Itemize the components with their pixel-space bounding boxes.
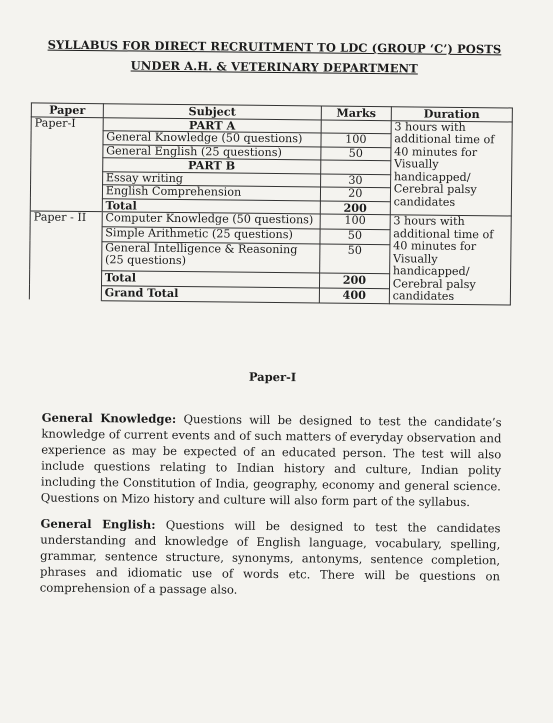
total-label: Total bbox=[101, 270, 319, 287]
subject-cell: English Comprehension bbox=[102, 185, 320, 201]
paper2-label: Paper - II bbox=[29, 211, 102, 300]
duration-paper2: 3 hours with additional time of 40 minutes for Visually handicapped/ Cerebral palsy candidates bbox=[389, 215, 511, 305]
marks-cell: 100 bbox=[321, 133, 391, 147]
subject-cell: General English (25 questions) bbox=[103, 144, 321, 160]
total-marks: 200 bbox=[319, 273, 389, 289]
total-label: Total bbox=[102, 198, 320, 214]
subject-cell: Computer Knowledge (50 questions) bbox=[102, 212, 320, 229]
general-english-paragraph bbox=[40, 516, 501, 601]
marks-cell: 50 bbox=[321, 146, 391, 160]
header-marks: Marks bbox=[321, 106, 391, 120]
header-paper: Paper bbox=[31, 103, 103, 117]
grand-total-marks: 400 bbox=[319, 287, 389, 303]
subject-cell: Essay writing bbox=[102, 171, 320, 187]
document-subtitle: UNDER A.H. & VETERINARY DEPARTMENT bbox=[130, 58, 418, 76]
subject-cell: General Intelligence & Reasoning (25 questions) bbox=[101, 242, 320, 273]
header-subject: Subject bbox=[103, 104, 321, 120]
part-a-heading: PART A bbox=[103, 117, 321, 133]
ge-label: General English: bbox=[40, 516, 156, 532]
marks-cell-empty bbox=[321, 160, 391, 174]
gk-text: Questions will be designed to test the candidate’s knowledge of current events and of such matters of everyday observation and experience as may be expected of an educated person. The test will also include questions relating to Indian history and culture, Indian polity including the Constitution of India, geography, economy and general science. Questions on Mizo history and culture will also form part of the syllabus. bbox=[40, 412, 502, 510]
gk-label: General Knowledge: bbox=[41, 410, 177, 426]
general-knowledge-paragraph bbox=[41, 410, 502, 511]
document-title: SYLLABUS FOR DIRECT RECRUITMENT TO LDC (GROUP ‘C’) POSTS bbox=[47, 37, 502, 57]
syllabus-table bbox=[29, 102, 513, 305]
grand-total-label: Grand Total bbox=[101, 285, 319, 302]
marks-cell: 50 bbox=[320, 244, 390, 273]
ge-text: Questions will be designed to test the candidates understanding and knowledge of English language, vocabulary, spelling, grammar, sentence structure, synonyms, antonyms, sentence completion, phrases and idiomatic use of words etc. There will be questions on comprehension of a passage also. bbox=[39, 517, 501, 597]
duration-paper1: 3 hours with additional time of 40 minutes for Visually handicapped/ Cerebral palsy candidates bbox=[390, 120, 512, 216]
paper1-label: Paper-I bbox=[30, 116, 103, 211]
subject-cell: General Knowledge (50 questions) bbox=[103, 131, 321, 147]
section-heading: Paper-I bbox=[248, 369, 297, 385]
marks-cell: 30 bbox=[321, 173, 391, 187]
marks-cell-empty bbox=[321, 119, 391, 133]
total-marks: 200 bbox=[320, 200, 390, 214]
marks-cell: 20 bbox=[320, 187, 390, 201]
subject-cell: Simple Arithmetic (25 questions) bbox=[102, 227, 320, 244]
header-duration: Duration bbox=[391, 107, 512, 122]
marks-cell: 50 bbox=[320, 229, 390, 245]
part-b-heading: PART B bbox=[102, 158, 320, 174]
marks-cell: 100 bbox=[320, 214, 390, 230]
